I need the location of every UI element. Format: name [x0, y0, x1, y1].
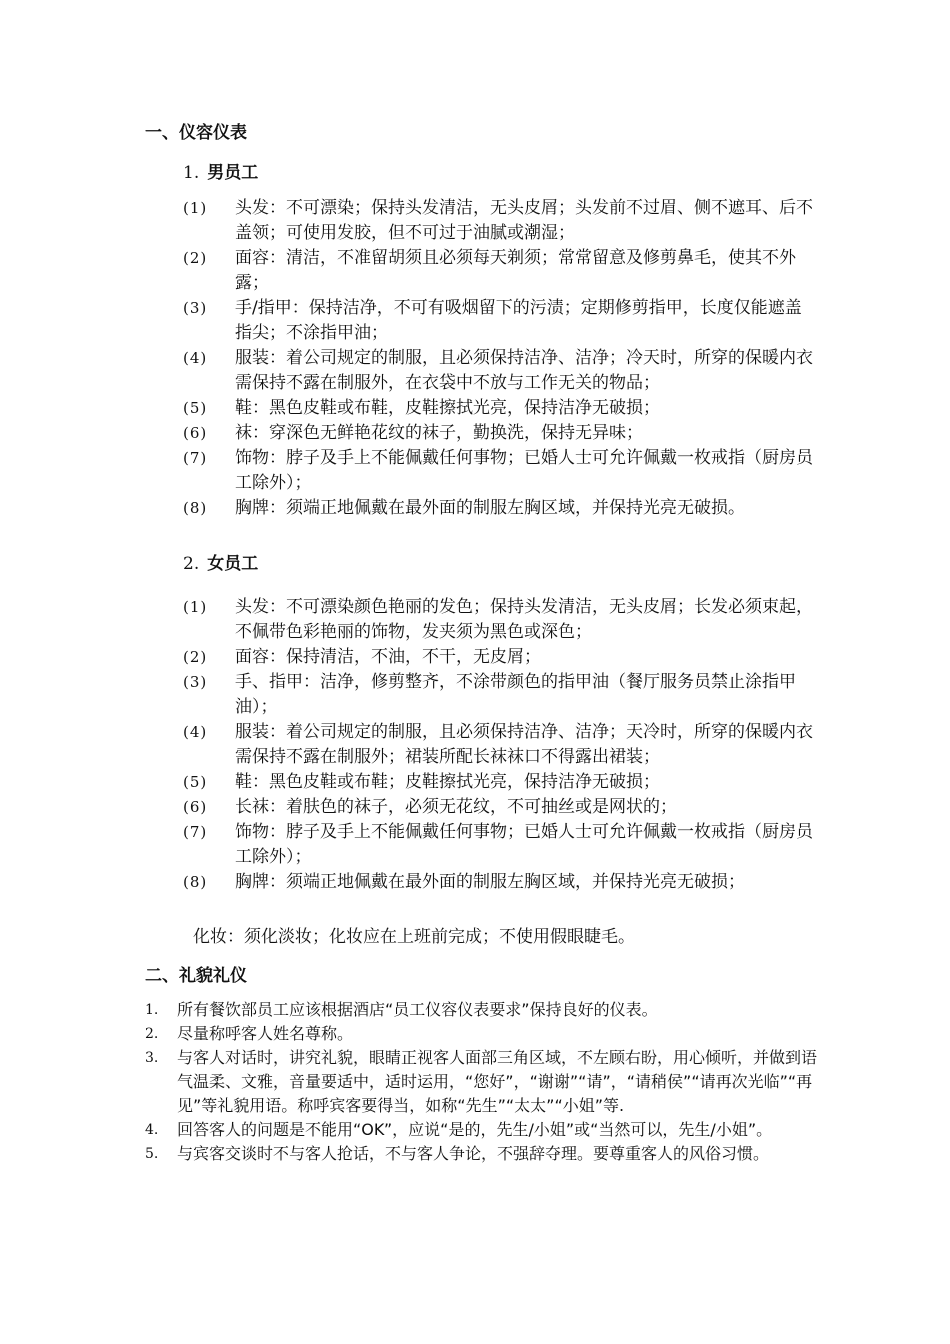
- list-item: [183, 770, 813, 795]
- list-item: [183, 870, 813, 895]
- item-text: 胸牌：须端正地佩戴在最外面的制服左胸区域，并保持光亮无破损；: [235, 872, 745, 892]
- list-item: [145, 1022, 825, 1046]
- item-text: 头发：不可漂染；保持头发清洁，无头皮屑；头发前不过眉、侧不遮耳、后不盖领；可使用发胶，但不可过于油腻或潮湿；: [235, 198, 813, 243]
- list-item: [183, 595, 813, 645]
- etiquette-rules-list: [145, 998, 825, 1166]
- item-text: 长袜：着肤色的袜子，必须无花纹，不可抽丝或是网状的；: [235, 797, 677, 817]
- list-item: [183, 246, 813, 296]
- item-text: 袜：穿深色无鲜艳花纹的袜子，勤换洗，保持无异味；: [235, 423, 643, 443]
- item-index: (5): [183, 773, 208, 791]
- item-text: 胸牌：须端正地佩戴在最外面的制服左胸区域，并保持光亮无破损。: [235, 498, 745, 518]
- item-text: 与客人对话时，讲究礼貌，眼睛正视客人面部三角区域，不左顾右盼，用心倾听，并做到语气温柔、文雅，音量要适中，适时运用，“您好”，“谢谢”“请”，“请稍侯”“请再次光临”“再见”等礼貌用语。称呼宾客要得当，如称“先生”“太太”“小姐”等.: [177, 1048, 818, 1115]
- item-index: (2): [183, 249, 208, 267]
- item-index: (6): [183, 798, 208, 816]
- list-item: [183, 670, 813, 720]
- item-index: 2.: [145, 1026, 159, 1042]
- section-title-appearance: 一、仪容仪表: [145, 123, 247, 143]
- item-text: 鞋：黑色皮鞋或布鞋，皮鞋擦拭光亮，保持洁净无破损；: [235, 398, 660, 418]
- list-item: [183, 346, 813, 396]
- item-text: 所有餐饮部员工应该根据酒店“员工仪容仪表要求”保持良好的仪表。: [177, 1000, 658, 1019]
- section-title-etiquette: 二、礼貌礼仪: [145, 966, 247, 986]
- item-text: 头发：不可漂染颜色艳丽的发色；保持头发清洁，无头皮屑；长发必须束起，不佩带色彩艳丽的饰物，发夹须为黑色或深色；: [235, 597, 813, 642]
- item-index: (7): [183, 449, 208, 467]
- subsection-number: 1.: [183, 163, 200, 183]
- subsection-number: 2.: [183, 554, 200, 574]
- item-text: 回答客人的问题是不能用“OK”，应说“是的，先生/小姐”或“当然可以，先生/小姐”。: [177, 1120, 773, 1139]
- item-text: 手、指甲：洁净，修剪整齐，不涂带颜色的指甲油（餐厅服务员禁止涂指甲油）；: [235, 672, 796, 717]
- item-index: (3): [183, 673, 208, 691]
- list-item: [183, 196, 813, 246]
- item-index: (3): [183, 299, 208, 317]
- male-rules-list: [183, 196, 813, 521]
- list-item: [183, 645, 813, 670]
- item-index: 1.: [145, 1002, 159, 1018]
- list-item: [145, 1046, 825, 1118]
- item-index: (6): [183, 424, 208, 442]
- item-index: 5.: [145, 1146, 159, 1162]
- item-index: (8): [183, 873, 208, 891]
- list-item: [183, 421, 813, 446]
- item-text: 饰物：脖子及手上不能佩戴任何事物；已婚人士可允许佩戴一枚戒指（厨房员工除外）；: [235, 448, 813, 493]
- list-item: [183, 446, 813, 496]
- subsection-label: 女员工: [207, 554, 259, 574]
- list-item: [145, 1118, 825, 1142]
- item-text: 尽量称呼客人姓名尊称。: [177, 1024, 354, 1043]
- item-text: 服装：着公司规定的制服，且必须保持洁净、洁净；冷天时，所穿的保暖内衣需保持不露在制服外，在衣袋中不放与工作无关的物品；: [235, 348, 813, 393]
- item-index: (2): [183, 648, 208, 666]
- item-index: (5): [183, 399, 208, 417]
- list-item: [183, 820, 813, 870]
- item-index: (1): [183, 199, 208, 217]
- item-index: (1): [183, 598, 208, 616]
- list-item: [183, 720, 813, 770]
- item-index: 4.: [145, 1122, 159, 1138]
- makeup-rule: 化妆：须化淡妆；化妆应在上班前完成；不使用假眼睫毛。: [193, 927, 635, 947]
- subsection-label: 男员工: [207, 163, 259, 183]
- list-item: [145, 998, 825, 1022]
- list-item: [145, 1142, 825, 1166]
- subsection-title-female: [183, 549, 258, 574]
- list-item: [183, 496, 813, 521]
- item-text: 服装：着公司规定的制服，且必须保持洁净、洁净；天冷时，所穿的保暖内衣需保持不露在制服外；裙装所配长袜袜口不得露出裙装；: [235, 722, 813, 767]
- subsection-title-male: [183, 158, 258, 183]
- list-item: [183, 396, 813, 421]
- item-text: 手/指甲：保持洁净，不可有吸烟留下的污渍；定期修剪指甲，长度仅能遮盖指尖；不涂指甲油；: [235, 298, 802, 343]
- item-text: 与宾客交谈时不与客人抢话，不与客人争论，不强辞夺理。要尊重客人的风俗习惯。: [177, 1144, 770, 1163]
- item-text: 面容：清洁，不准留胡须且必须每天剃须；常常留意及修剪鼻毛，使其不外露；: [235, 248, 796, 293]
- item-index: (7): [183, 823, 208, 841]
- item-text: 鞋：黑色皮鞋或布鞋；皮鞋擦拭光亮，保持洁净无破损；: [235, 772, 660, 792]
- list-item: [183, 795, 813, 820]
- item-index: (8): [183, 499, 208, 517]
- item-index: 3.: [145, 1050, 159, 1066]
- item-text: 饰物：脖子及手上不能佩戴任何事物；已婚人士可允许佩戴一枚戒指（厨房员工除外）；: [235, 822, 813, 867]
- list-item: [183, 296, 813, 346]
- female-rules-list: [183, 595, 813, 895]
- item-index: (4): [183, 723, 208, 741]
- item-text: 面容：保持清洁，不油，不干，无皮屑；: [235, 647, 541, 667]
- item-index: (4): [183, 349, 208, 367]
